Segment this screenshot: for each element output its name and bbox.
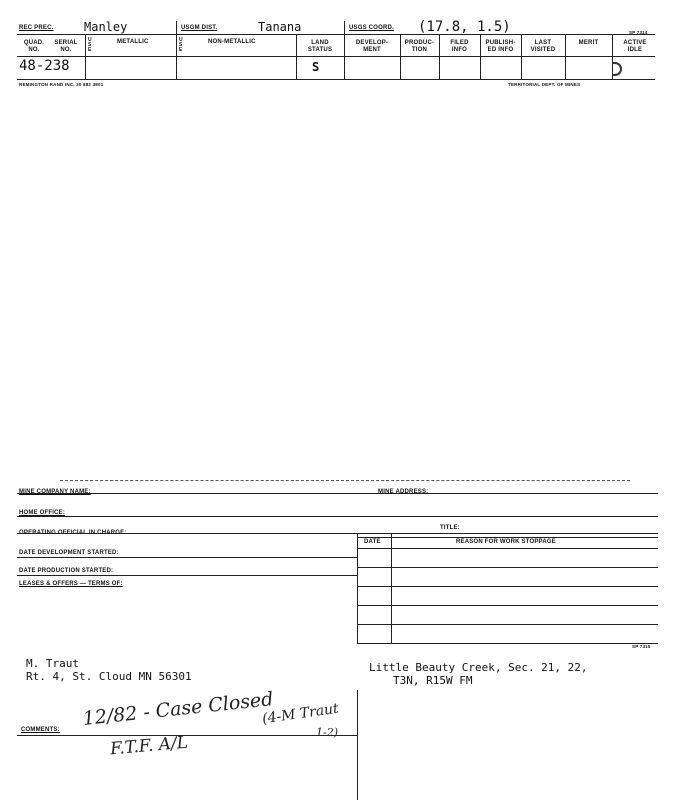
form-number-bottom: SP 7315 — [632, 644, 651, 649]
col-production: PRODUC- TION — [404, 40, 435, 53]
comment-handwritten-4: 1-2) — [316, 726, 339, 739]
col-metallic: METALLIC — [117, 39, 149, 45]
rec-prec-value: Manley — [84, 20, 128, 34]
comment-handwritten-3: (4-M Traut — [261, 700, 340, 728]
owner-name: M. Traut — [26, 657, 79, 670]
form-number-top: SP 7314 — [629, 30, 648, 35]
col-last-visited: LAST VISITED — [530, 40, 556, 53]
territorial-dept: TERRITORIAL DEPT. OF MINES — [508, 82, 581, 87]
col-filed-info: FILED INFO — [450, 40, 469, 53]
col-active-idle: ACTIVE IDLE — [623, 40, 647, 53]
col-quad: QUAD. NO. — [23, 40, 45, 53]
usgm-dist-value: Tanana — [258, 20, 302, 34]
comments-label: COMMENTS: — [21, 727, 60, 733]
comment-handwritten-2: F.T.F. A/L — [109, 732, 189, 760]
dev-started-label: DATE DEVELOPMENT STARTED: — [19, 550, 119, 556]
printer-line: REMINGTON RAND INC. 30 882 3801 — [19, 82, 104, 87]
col-use-2: U S E — [179, 37, 183, 53]
col-published-info: PUBLISH- ED INFO — [485, 40, 516, 53]
usgm-dist-label: USGM DIST. — [181, 25, 218, 31]
reason-label: REASON FOR WORK STOPPAGE — [456, 539, 556, 545]
title-label: TITLE: — [440, 525, 460, 531]
usgs-coord-label: USGS COORD. — [349, 25, 394, 31]
date-col-label: DATE — [364, 539, 381, 545]
location-line-2: T3N, R15W FM — [393, 674, 473, 687]
col-land-status: LAND STATUS — [307, 40, 333, 53]
leases-label: LEASES & OFFERS — TERMS OF: — [19, 581, 123, 587]
prod-started-label: DATE PRODUCTION STARTED: — [19, 568, 114, 574]
col-use-1: U S E — [88, 37, 92, 53]
quad-serial-value: 48-238 — [19, 58, 70, 74]
col-serial: SERIAL NO. — [54, 40, 78, 53]
owner-address: Rt. 4, St. Cloud MN 56301 — [26, 670, 192, 683]
operating-official-label: OPERATING OFFICIAL IN CHARGE: — [19, 530, 127, 536]
comment-handwritten-1: 12/82 - Case Closed — [81, 688, 275, 730]
home-office-label: HOME OFFICE: — [19, 510, 66, 516]
mine-address-label: MINE ADDRESS: — [378, 489, 429, 495]
top-card — [0, 0, 678, 100]
usgs-coord-value: (17.8, 1.5) — [418, 19, 511, 35]
col-merit: MERIT — [578, 40, 599, 46]
col-nonmetallic: NON-METALLIC — [208, 39, 256, 45]
col-development: DEVELOP- MENT — [355, 40, 389, 53]
land-status-value: S — [312, 60, 320, 74]
location-line-1: Little Beauty Creek, Sec. 21, 22, — [369, 661, 588, 674]
rec-prec-label: REC PREC. — [19, 25, 54, 31]
active-idle-mark — [612, 62, 622, 76]
bottom-card — [0, 470, 678, 806]
mine-company-label: MINE COMPANY NAME: — [19, 489, 91, 495]
